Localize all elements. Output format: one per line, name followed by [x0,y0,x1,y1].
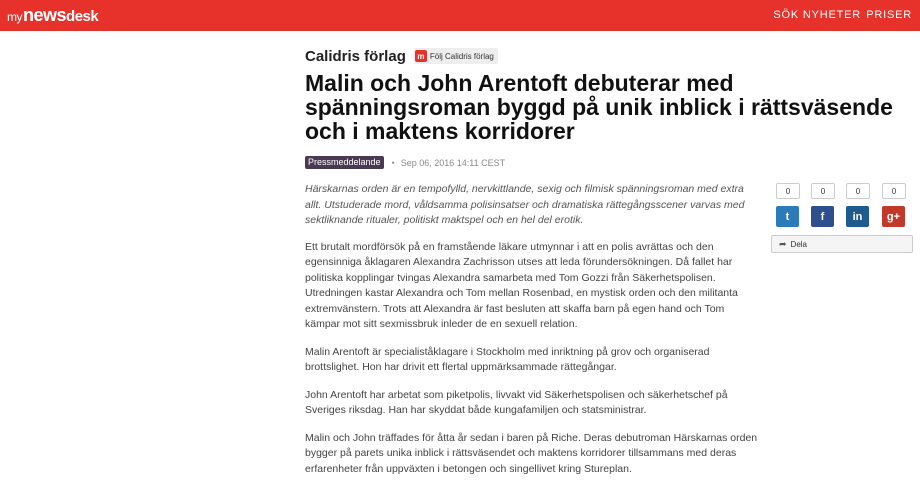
twitter-icon[interactable]: t [776,206,799,227]
mynewsdesk-logo[interactable] [7,5,98,26]
nav-prices[interactable]: PRISER [866,9,912,21]
google-plus-icon[interactable]: g+ [882,206,905,227]
press-release-badge[interactable]: Pressmeddelande [305,156,384,169]
linkedin-icon[interactable]: in [846,206,869,227]
article-body [305,182,760,489]
facebook-share [811,183,835,227]
share-button[interactable] [771,235,913,253]
share-icon: ➦ [779,238,787,249]
share-label: Dela [790,239,807,249]
logo-news: news [23,5,67,25]
article-paragraph: Malin Arentoft är specialiståklagare i Stockholm med inriktning på grov och organiserad brottslighet. Hon har drivit ett flertal uppmärksammade rättegångar. [305,345,710,373]
publish-date: Sep 06, 2016 14:11 CEST [400,157,506,168]
logo-desk: desk [66,8,99,25]
article-headline: Malin och John Arentoft debuterar med spänningsroman byggd på unik inblick i rättsväsende och i maktens korridorer [305,70,893,144]
company-name[interactable]: Calidris förlag [305,47,406,65]
linkedin-share [846,183,870,227]
article-paragraph: John Arentoft har arbetat som piketpolis, livvakt vid Säkerhetspolisen och säkerhetschef på Sveriges riksdag. Han har skyddat både kungafamiljen och statsministrar. [305,388,728,416]
mynewsdesk-icon: m [415,50,427,62]
google-plus-count: 0 [882,183,906,199]
follow-company-button[interactable] [414,48,498,64]
article-meta [305,156,505,169]
meta-separator: • [391,157,395,168]
linkedin-count: 0 [846,183,870,199]
twitter-count: 0 [776,183,800,199]
nav-search-news[interactable]: SÖK NYHETER [773,9,861,21]
article-paragraph: Ett brutalt mordförsök på en framstående läkare utmynnar i att en polis avrättas och den egensinniga åklagaren Alexandra Zachrisson utses att leda förundersökningen. Då fallet har politiska kopplingar tvingas Alexandra samarbeta med Tom Gozzi från Säkerhetspolisen. Utredningen kastar Alexandra och Tom mellan Rosenbad, en mystisk orden och den militanta extremvänstern. Trots att Alexandra är fast besluten att skaffa barn på egen hand och Tom kämpar mot sitt sexmissbruk inleder de en sexuell relation. [305,240,738,330]
twitter-share [776,183,800,227]
company-header [305,47,498,65]
top-navigation-bar [0,0,920,31]
logo-my: my [7,10,22,24]
facebook-icon[interactable]: f [811,206,834,227]
article-lead: Härskarnas orden är en tempofylld, nervkittlande, sexig och filmisk spänningsroman med extra allt. Utstuderade mord, våldsamma polisinsatser och dramatiska rättegångsscener varvas med sektliknande ritualer, politiskt maktspel och en hel del erotik. [305,183,745,226]
facebook-count: 0 [811,183,835,199]
follow-label: Följ Calidris förlag [429,51,494,61]
google-plus-share [882,183,906,227]
article-paragraph: Malin och John träffades för åtta år sedan i baren på Riche. Deras debutroman Härskarnas orden bygger på parets unika inblick i rättsväsendet och maktens korridorer tillsammans med deras erfarenheter från uppväxten i betongen och singellivet kring Stureplan. [305,431,758,475]
